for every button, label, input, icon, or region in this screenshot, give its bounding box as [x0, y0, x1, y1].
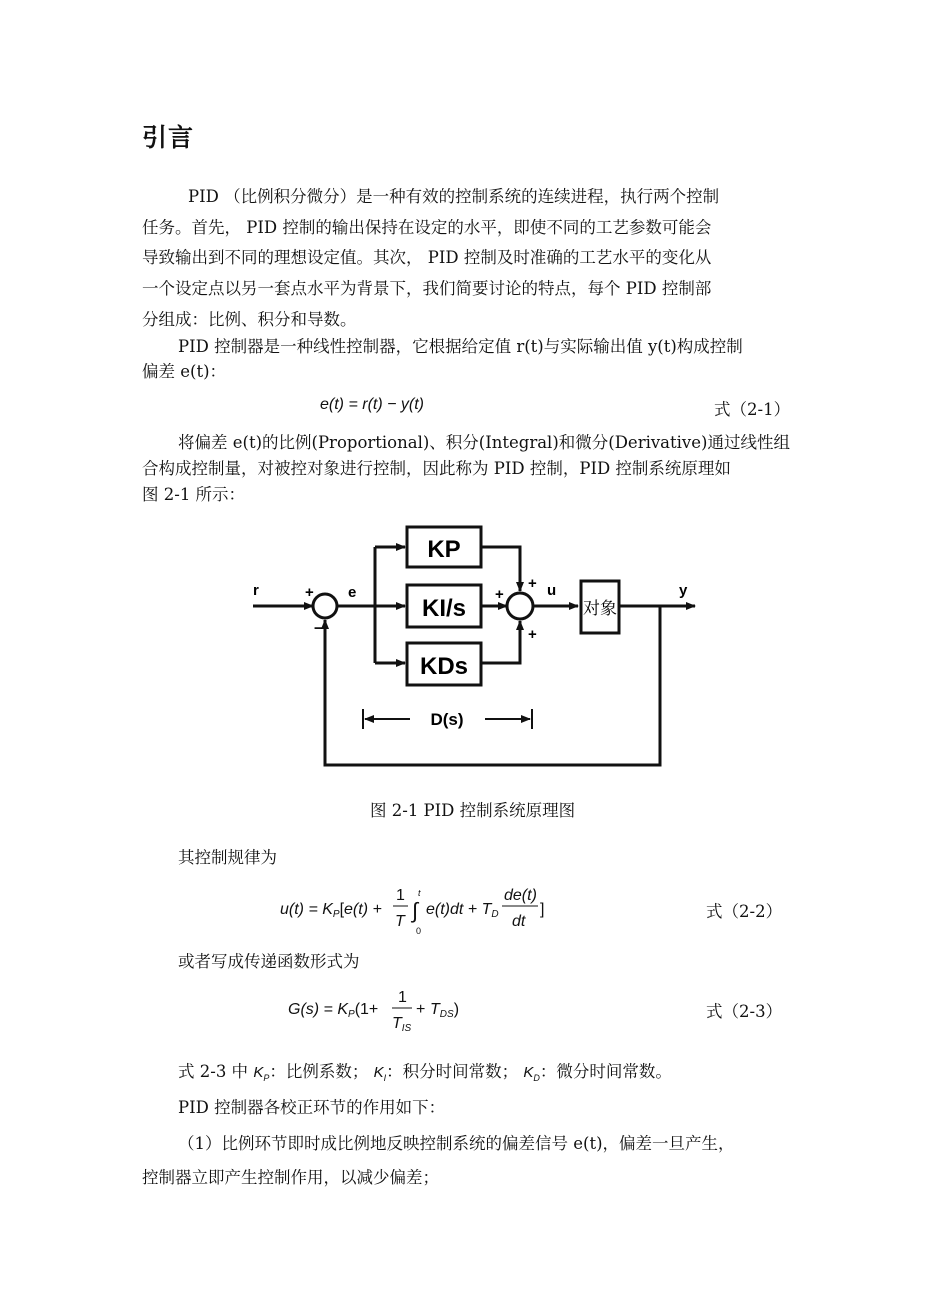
- label-ds: D(s): [430, 710, 464, 729]
- symbol-kp: $K_P$: [253, 1064, 270, 1083]
- text-line: 合构成控制量，对被控对象进行控制，因此称为 PID 控制，PID 控制系统原理如: [142, 459, 731, 478]
- figure-caption: 图 2-1 PID 控制系统原理图: [370, 801, 576, 820]
- equation-2-1: e(t) = r(t) − y(t): [320, 396, 424, 413]
- svg-text:e(t)dt + TD: e(t)dt + TD: [426, 901, 499, 920]
- text-line: 一个设定点以另一套点水平为背景下，我们简要讨论的特点，每个 PID 控制部: [142, 279, 712, 298]
- text-line: PID 控制器是一种线性控制器，它根据给定值 r(t)与实际输出值 y(t)构成控制: [178, 337, 743, 356]
- symbol-kd: $K_D$: [523, 1064, 540, 1083]
- text-line: 任务。首先， PID 控制的输出保持在设定的水平，即使不同的工艺参数可能会: [142, 218, 712, 237]
- page-title: 引言: [142, 123, 195, 152]
- equation-label: 式（2-3）: [706, 1002, 783, 1021]
- svg-text:u(t) = KP[e(t) +: u(t) = KP[e(t) +: [280, 901, 382, 920]
- label-plus-4: +: [528, 626, 537, 643]
- label-plus-1: +: [305, 584, 314, 601]
- svg-text:TDS): TDS): [430, 1001, 460, 1020]
- pid-block-diagram: [245, 515, 705, 775]
- label-u: u: [547, 582, 557, 599]
- text-transfer-function: 或者写成传递函数形式为: [178, 952, 360, 971]
- svg-text:∫: ∫: [412, 898, 419, 923]
- text-control-law: 其控制规律为: [178, 848, 277, 867]
- label-r: r: [253, 582, 259, 599]
- equation-label: 式（2-2）: [706, 902, 783, 921]
- kp-to-sum: [481, 547, 520, 591]
- coef-ki-desc: ：积分时间常数；: [386, 1062, 519, 1081]
- label-plus-3: +: [495, 586, 504, 603]
- label-kp: KP: [427, 536, 461, 563]
- kd-to-sum: [481, 621, 520, 663]
- text-correction-roles: PID 控制器各校正环节的作用如下：: [178, 1098, 446, 1117]
- svg-text:1: 1: [396, 887, 405, 904]
- label-y: y: [679, 582, 688, 599]
- svg-text:1: 1: [398, 989, 407, 1006]
- svg-text:t: t: [418, 888, 421, 898]
- summing-junction-control: [507, 593, 533, 619]
- text-line: 图 2-1 所示：: [142, 485, 246, 504]
- svg-text:dt: dt: [512, 913, 526, 930]
- text-line: 偏差 e(t)：: [142, 362, 227, 381]
- text-line: PID （比例积分微分）是一种有效的控制系统的连续进程，执行两个控制: [188, 187, 720, 206]
- symbol-ki: $K_I$: [373, 1064, 387, 1083]
- svg-text:G(s) = KP(1+: G(s) = KP(1+: [288, 1001, 379, 1020]
- coef-prefix: 式 2-3 中: [178, 1062, 249, 1081]
- equation-2-2: [278, 882, 558, 938]
- svg-text:T: T: [395, 913, 405, 930]
- summing-junction-error: [313, 594, 337, 618]
- text-coefficients: [178, 1062, 672, 1088]
- label-minus: −: [314, 620, 323, 637]
- coef-kp-desc: ：比例系数；: [269, 1062, 369, 1081]
- text-line: 分组成：比例、积分和导数。: [142, 310, 357, 329]
- label-plus-2: +: [528, 575, 537, 592]
- equation-2-3: [286, 984, 486, 1038]
- text-line: 将偏差 e(t)的比例(Proportional)、积分(Integral)和微分(Derivative)通过线性组: [178, 433, 790, 452]
- svg-text:de(t): de(t): [504, 887, 537, 904]
- svg-text:]: ]: [540, 901, 545, 918]
- svg-text:TIS: TIS: [392, 1015, 412, 1034]
- svg-text:+: +: [416, 1001, 426, 1018]
- text-line: 控制器立即产生控制作用，以减少偏差；: [142, 1168, 439, 1187]
- label-plant: 对象: [583, 599, 617, 619]
- equation-label: 式（2-1）: [714, 400, 791, 419]
- label-ki: KI/s: [421, 595, 467, 622]
- coef-kd-desc: ：微分时间常数。: [539, 1062, 672, 1081]
- text-line: （1）比例环节即时成比例地反映控制系统的偏差信号 e(t)，偏差一旦产生，: [178, 1134, 735, 1153]
- label-kd: KDs: [419, 653, 469, 680]
- svg-text:0: 0: [416, 926, 422, 936]
- label-e: e: [348, 584, 357, 601]
- text-line: 导致输出到不同的理想设定值。其次， PID 控制及时准确的工艺水平的变化从: [142, 248, 712, 267]
